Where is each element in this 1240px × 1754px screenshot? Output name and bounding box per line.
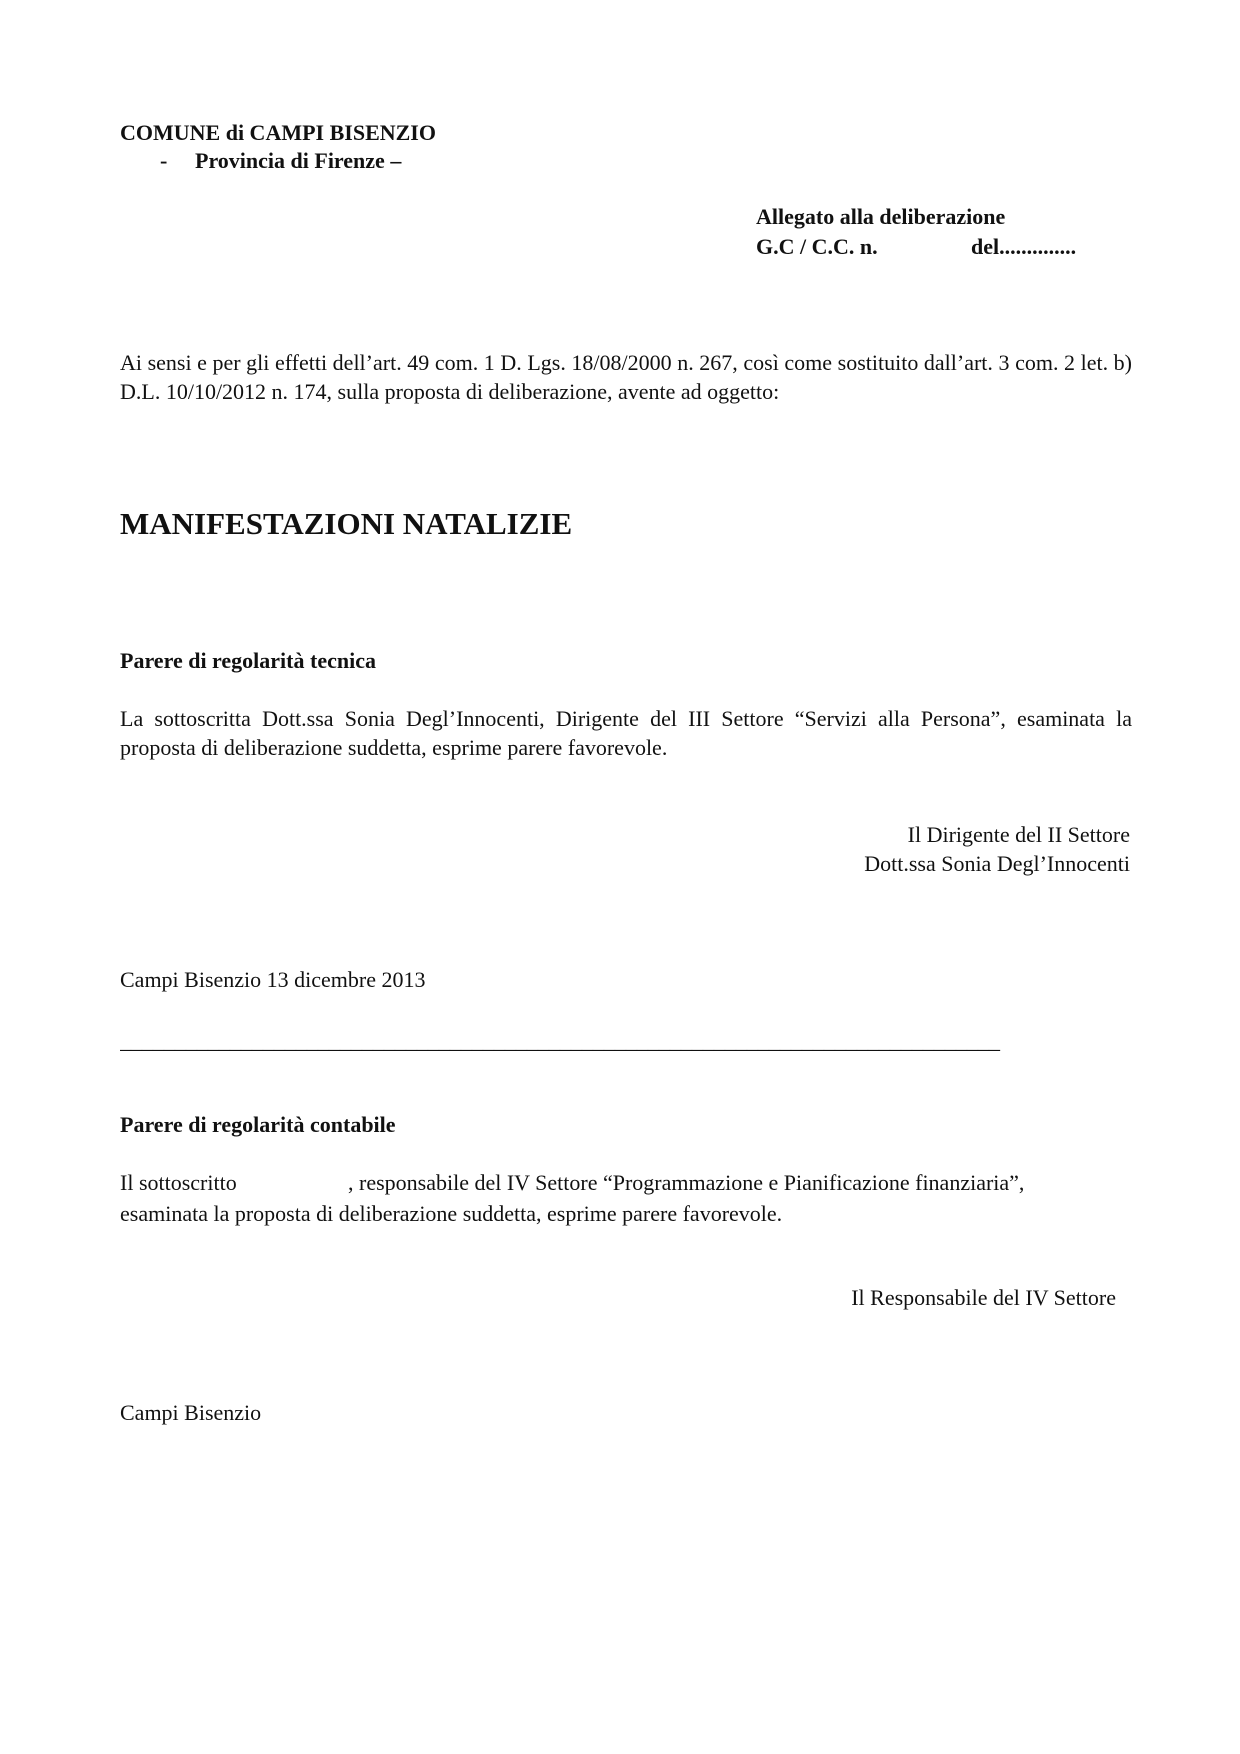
technical-signature-name: Dott.ssa Sonia Degl’Innocenti bbox=[864, 851, 1130, 876]
accounting-heading: Parere di regolarità contabile bbox=[120, 1112, 396, 1137]
accounting-paragraph-line2: esaminata la proposta di deliberazione suddetta, esprime parere favorevole. bbox=[120, 1201, 783, 1226]
technical-paragraph: La sottoscritta Dott.ssa Sonia Degl’Innocenti, Dirigente del III Settore “Servizi alla Persona”, esaminata la proposta di deliberazione suddetta, esprime parere favorevole. bbox=[120, 706, 1132, 760]
province-dash: - bbox=[160, 148, 168, 173]
separator-line: ________________________________________________________________________________ bbox=[120, 1028, 1000, 1053]
province-name: Provincia di Firenze – bbox=[195, 148, 402, 173]
accounting-place: Campi Bisenzio bbox=[120, 1400, 262, 1425]
accounting-paragraph-start: Il sottoscritto bbox=[120, 1170, 237, 1195]
accounting-paragraph-rest: , responsabile del IV Settore “Programmazione e Pianificazione finanziaria”, bbox=[348, 1170, 1025, 1195]
attachment-label: Allegato alla deliberazione bbox=[756, 204, 1006, 229]
accounting-signature-role: Il Responsabile del IV Settore bbox=[851, 1285, 1116, 1310]
attachment-gc-number: G.C / C.C. n. bbox=[756, 234, 878, 259]
technical-heading: Parere di regolarità tecnica bbox=[120, 648, 376, 673]
subject-title: MANIFESTAZIONI NATALIZIE bbox=[120, 506, 573, 541]
technical-signature-role: Il Dirigente del II Settore bbox=[907, 822, 1130, 847]
intro-paragraph: Ai sensi e per gli effetti dell’art. 49 com. 1 D. Lgs. 18/08/2000 n. 267, così come sostituito dall’art. 3 com. 2 let. b) D.L. 10/10/2012 n. 174, sulla proposta di deliberazione, avente ad oggetto: bbox=[120, 350, 1132, 404]
attachment-date: del.............. bbox=[971, 234, 1077, 259]
technical-place-date: Campi Bisenzio 13 dicembre 2013 bbox=[120, 967, 426, 992]
municipality-name: COMUNE di CAMPI BISENZIO bbox=[120, 120, 436, 145]
